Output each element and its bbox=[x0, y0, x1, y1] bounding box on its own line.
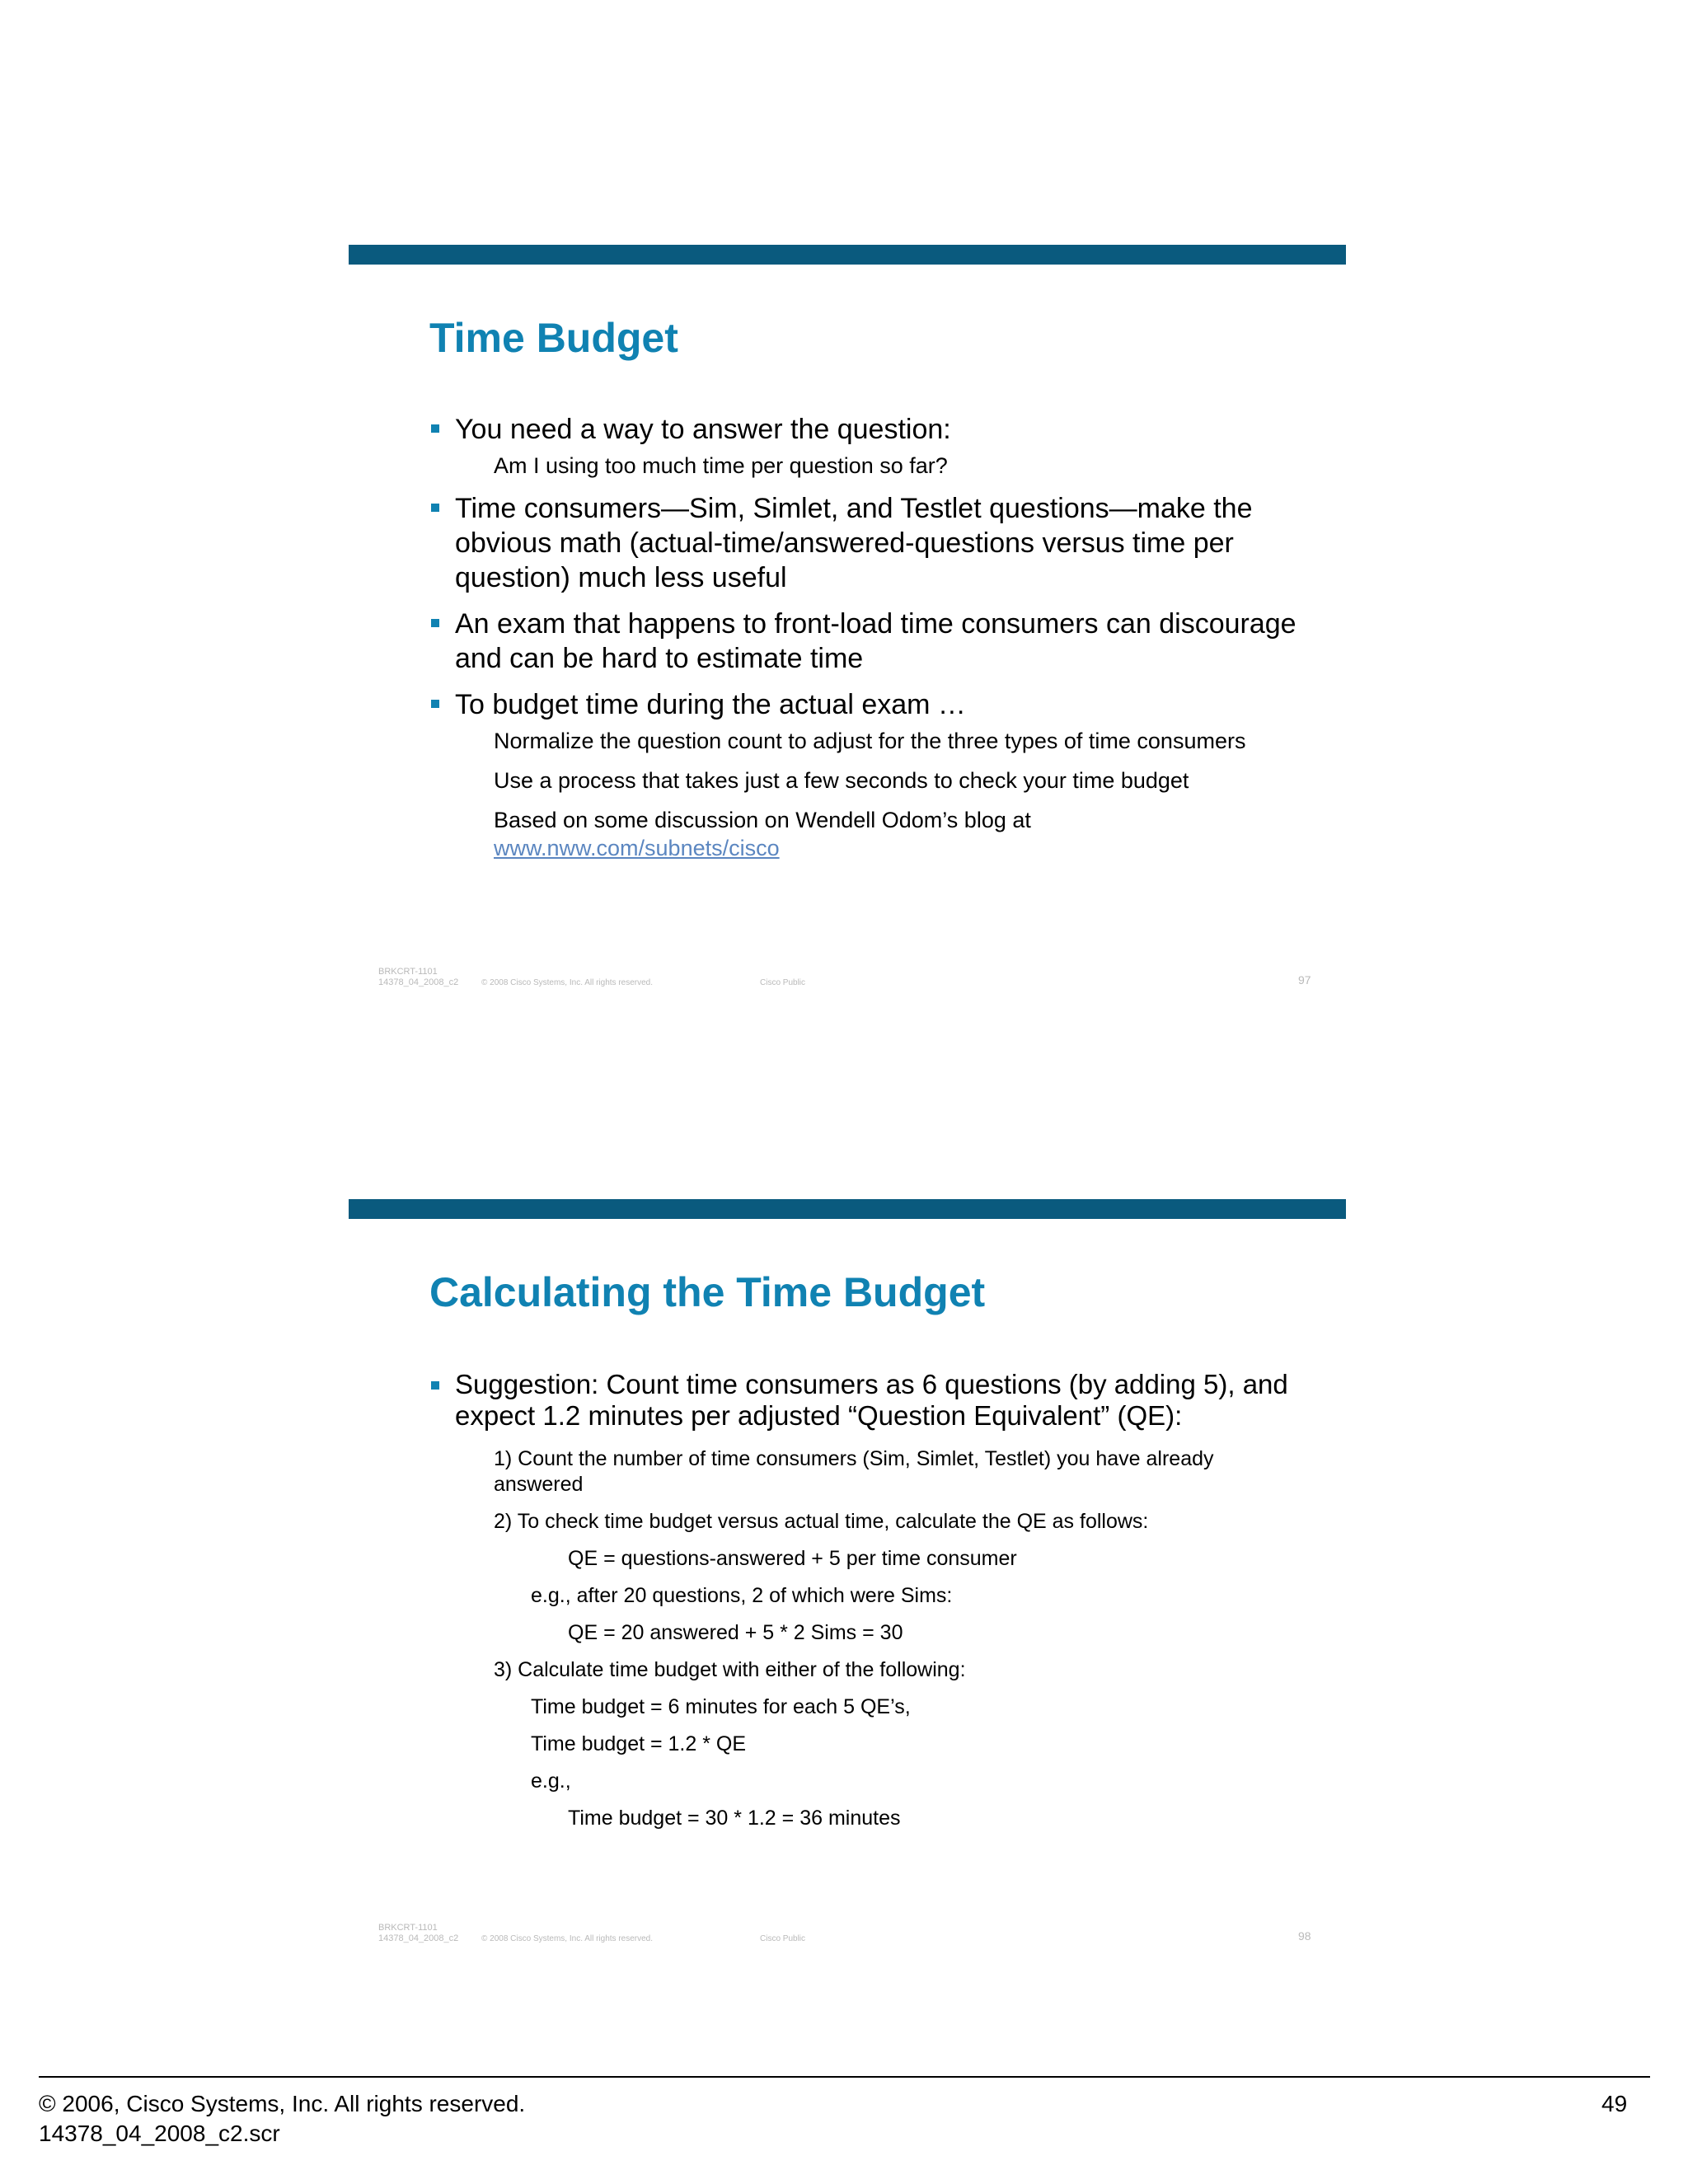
formula-line: QE = questions-answered + 5 per time consumer bbox=[568, 1547, 1017, 1570]
footer-code: BRKCRT-1101 14378_04_2008_c2 bbox=[378, 967, 459, 987]
formula-line: QE = 20 answered + 5 * 2 Sims = 30 bbox=[568, 1621, 903, 1644]
page-number: 49 bbox=[1601, 2091, 1628, 2116]
footer-code: BRKCRT-1101 14378_04_2008_c2 bbox=[378, 1923, 459, 1943]
bullet-item: Suggestion: Count time consumers as 6 questions (by adding 5), and expect 1.2 minutes per adjusted “Question Equivalent” (QE): bbox=[429, 1369, 1303, 1432]
slide-content bbox=[429, 1369, 1303, 1843]
slide-number: 98 bbox=[1298, 1929, 1311, 1943]
bullet-item: Time consumers—Sim, Simlet, and Testlet questions—make the obvious math (actual-time/answered-questions versus time per question) much less useful bbox=[429, 491, 1303, 595]
step-line: 2) To check time budget versus actual time, calculate the QE as follows: bbox=[494, 1510, 1149, 1533]
slide-header-bar bbox=[349, 245, 1346, 265]
page-footer-rule bbox=[39, 2076, 1650, 2078]
step-line: 3) Calculate time budget with either of the following: bbox=[494, 1658, 966, 1681]
page-footer-text bbox=[39, 2089, 525, 2149]
page-copyright: © 2006, Cisco Systems, Inc. All rights reserved. bbox=[39, 2091, 526, 2116]
bullet-square-icon bbox=[431, 504, 439, 512]
bullet-square-icon bbox=[431, 424, 439, 433]
sub-item: Use a process that takes just a few seconds to check your time budget bbox=[494, 768, 1189, 793]
formula-line: Time budget = 1.2 * QE bbox=[531, 1732, 747, 1755]
formula-line: Time budget = 30 * 1.2 = 36 minutes bbox=[568, 1807, 901, 1830]
footer-public: Cisco Public bbox=[760, 1934, 806, 1943]
bullet-item: To budget time during the actual exam … bbox=[429, 687, 1303, 722]
slide-number: 97 bbox=[1298, 973, 1311, 987]
slide-title: Calculating the Time Budget bbox=[429, 1269, 986, 1315]
footer-public: Cisco Public bbox=[760, 978, 806, 987]
sub-item: Am I using too much time per question so far? bbox=[494, 453, 948, 478]
sub-item: Normalize the question count to adjust for the three types of time consumers bbox=[494, 729, 1246, 753]
example-line: e.g., bbox=[531, 1769, 571, 1793]
blog-link[interactable]: www.nww.com/subnets/cisco bbox=[494, 836, 780, 860]
bullet-item: An exam that happens to front-load time consumers can discourage and can be hard to estimate time bbox=[429, 607, 1303, 676]
formula-line: Time budget = 6 minutes for each 5 QE’s, bbox=[531, 1695, 911, 1718]
bullet-square-icon bbox=[431, 1381, 439, 1390]
bullet-square-icon bbox=[431, 619, 439, 627]
bullet-item: You need a way to answer the question: bbox=[429, 412, 1303, 447]
page-filename: 14378_04_2008_c2.scr bbox=[39, 2121, 280, 2146]
example-line: e.g., after 20 questions, 2 of which were Sims: bbox=[531, 1584, 953, 1607]
footer-copyright: © 2008 Cisco Systems, Inc. All rights reserved. bbox=[481, 1934, 654, 1943]
step-line: 1) Count the number of time consumers (Sim, Simlet, Testlet) you have already answered bbox=[494, 1447, 1214, 1496]
slide-calculating-time-budget bbox=[349, 1199, 1346, 1957]
sub-item: Based on some discussion on Wendell Odom’s blog at bbox=[494, 808, 1031, 832]
slide-title: Time Budget bbox=[429, 315, 678, 361]
blog-link-row bbox=[429, 834, 1303, 862]
slide-content bbox=[429, 412, 1303, 874]
slide-time-budget bbox=[349, 245, 1346, 995]
footer-copyright: © 2008 Cisco Systems, Inc. All rights reserved. bbox=[481, 978, 654, 987]
slide-header-bar bbox=[349, 1199, 1346, 1219]
bullet-square-icon bbox=[431, 700, 439, 708]
